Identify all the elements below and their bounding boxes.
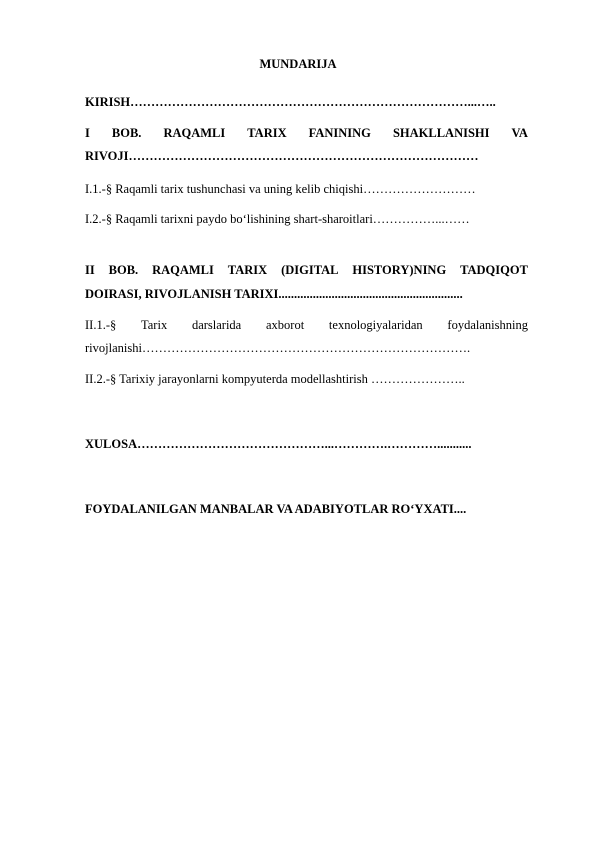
toc-word: I <box>85 126 90 140</box>
toc-entry-section-2-1-line2[interactable]: rivojlanishi……………………………………………………………………. <box>85 341 471 355</box>
toc-entry-section-2-1-line1[interactable] <box>85 318 528 333</box>
toc-word: SHAKLLANISHI <box>392 126 490 140</box>
toc-entry-foydalanilgan[interactable]: FOYDALANILGAN MANBALAR VA ADABIYOTLAR RO‘YXATI.... <box>85 502 467 516</box>
page-title: MUNDARIJA <box>259 57 337 71</box>
toc-word: II <box>85 263 95 277</box>
toc-entry-section-2-2[interactable]: II.2.-§ Tarixiy jarayonlarni kompyuterda modellashtirish ………………….. <box>85 372 465 386</box>
toc-word: BOB. <box>111 126 142 140</box>
toc-entry-xulosa[interactable]: XULOSA………………………………………...………….…………........... <box>85 437 472 451</box>
toc-word: TARIX <box>227 263 268 277</box>
toc-word: RAQAMLI <box>163 126 226 140</box>
toc-word: foydalanishning <box>447 318 528 332</box>
toc-word: RAQAMLI <box>152 263 214 277</box>
toc-word: VA <box>511 126 528 140</box>
toc-word: FANINING <box>308 126 371 140</box>
toc-word: II.1.-§ <box>85 318 117 332</box>
toc-entry-section-1-2[interactable]: I.2.-§ Raqamli tarixni paydo bo‘lishining shart-sharoitlari……………...…… <box>85 212 470 226</box>
toc-entry-section-1-1[interactable]: I.1.-§ Raqamli tarix tushunchasi va uning kelib chiqishi……………………… <box>85 182 476 196</box>
toc-word: BOB. <box>108 263 139 277</box>
toc-word: TADQIQOT <box>460 263 528 277</box>
toc-word: HISTORY)NING <box>352 263 447 277</box>
toc-word: TARIX <box>247 126 287 140</box>
toc-entry-bob1-line2[interactable]: RIVOJI………………………………………………………………………… <box>85 149 479 163</box>
toc-entry-bob2-line2[interactable]: DOIRASI, RIVOJLANISH TARIXI........................................................... <box>85 287 463 301</box>
toc-word: axborot <box>265 318 305 332</box>
toc-entry-kirish[interactable]: KIRISH………………………………………………………………………...….. <box>85 95 496 109</box>
toc-word: Tarix <box>141 318 168 332</box>
toc-word: (DIGITAL <box>281 263 339 277</box>
toc-word: texnologiyalaridan <box>328 318 423 332</box>
toc-entry-bob1-line1[interactable] <box>85 126 528 141</box>
toc-word: darslarida <box>191 318 242 332</box>
toc-entry-bob2-line1[interactable] <box>85 263 528 278</box>
